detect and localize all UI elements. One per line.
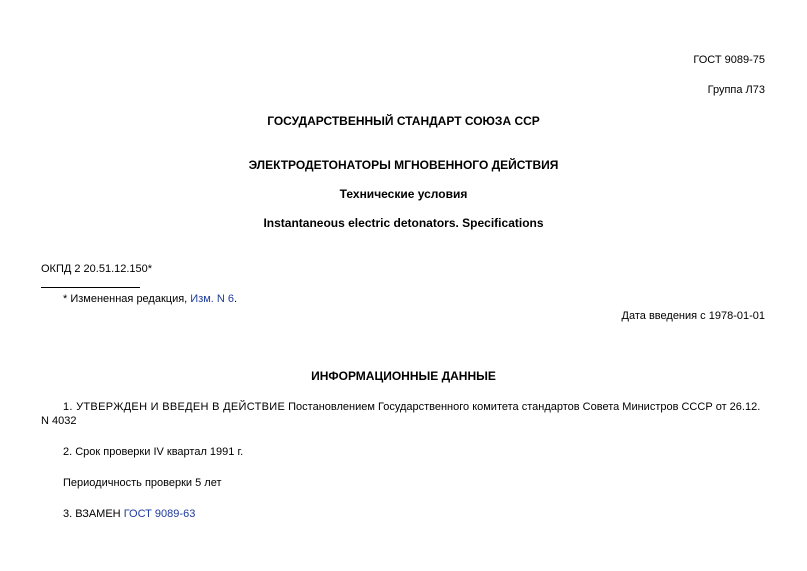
footnote-divider bbox=[41, 287, 140, 288]
okpd-code: ОКПД 2 20.51.12.150* bbox=[41, 263, 153, 275]
info-item-1-text: Постановлением Государственного комитета стандартов Совета Министров СССР от 26.12. bbox=[285, 401, 761, 413]
info-heading: ИНФОРМАЦИОННЫЕ ДАННЫЕ bbox=[311, 369, 496, 383]
group-code: Группа Л73 bbox=[707, 84, 765, 96]
standard-number: ГОСТ 9089-75 bbox=[693, 54, 765, 66]
info-item-2b: Периодичность проверки 5 лет bbox=[63, 477, 222, 489]
footnote bbox=[63, 293, 237, 305]
product-title-en: Instantaneous electric detonators. Specifications bbox=[263, 216, 544, 230]
info-item-1-caps: 1. УТВЕРЖДЕН И ВВЕДЕН В ДЕЙСТВИЕ bbox=[63, 401, 286, 413]
info-item-1 bbox=[41, 399, 771, 415]
info-item-2: 2. Срок проверки IV квартал 1991 г. bbox=[63, 446, 244, 458]
footnote-suffix: . bbox=[234, 293, 238, 305]
state-standard-title: ГОСУДАРСТВЕННЫЙ СТАНДАРТ СОЮЗА ССР bbox=[267, 114, 540, 128]
effective-date: Дата введения с 1978-01-01 bbox=[621, 310, 765, 322]
subtitle-ru: Технические условия bbox=[339, 187, 468, 201]
info-item-1-continuation: N 4032 bbox=[41, 415, 77, 427]
info-item-3 bbox=[63, 508, 195, 520]
replaced-standard-link[interactable]: ГОСТ 9089-63 bbox=[123, 508, 196, 520]
amendment-link[interactable]: Изм. N 6 bbox=[190, 293, 235, 305]
info-item-3-prefix: 3. ВЗАМЕН bbox=[63, 508, 124, 520]
footnote-prefix: * Измененная редакция, bbox=[63, 293, 191, 305]
product-title-ru: ЭЛЕКТРОДЕТОНАТОРЫ МГНОВЕННОГО ДЕЙСТВИЯ bbox=[248, 158, 559, 172]
